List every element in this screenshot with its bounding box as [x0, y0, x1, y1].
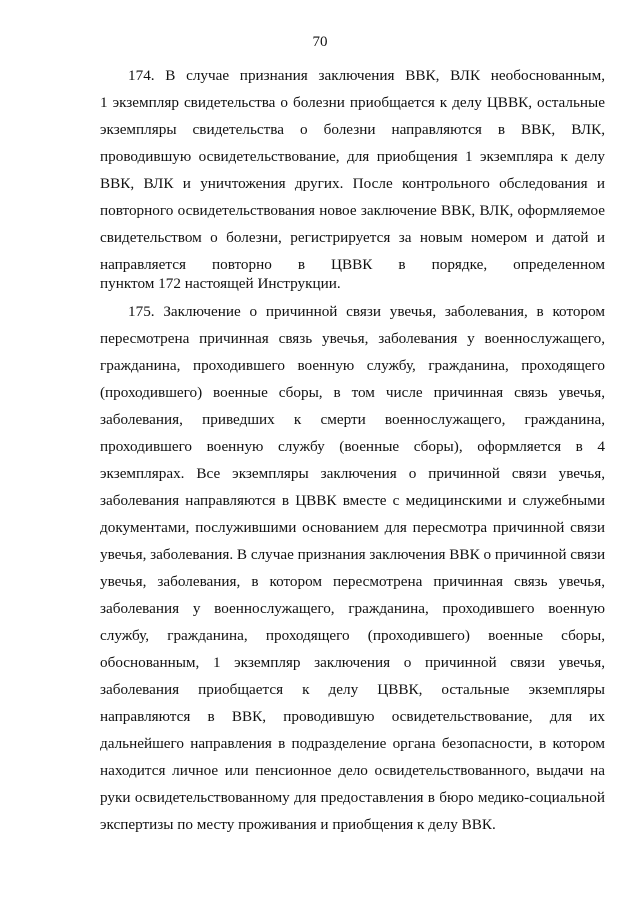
text-line: пересмотрена причинная связь увечья, заболевания у военнослужащего,: [100, 330, 605, 347]
text-line: направляются в ВВК, проводившую освидетельствование, для их: [100, 708, 605, 725]
text-line: ВВК, ВЛК и уничтожения других. После контрольного обследования и: [100, 175, 605, 192]
page-number: 70: [312, 34, 328, 50]
text-line: увечья, заболевания. В случае признания заключения ВВК о причинной связи: [100, 546, 606, 563]
text-line: (проходившего) военные сборы, в том числе причинная связь увечья,: [100, 384, 605, 401]
text-line: проводившую освидетельствование, для приобщения 1 экземпляра к делу: [100, 148, 605, 165]
text-line: службу, гражданина, проходящего (проходившего) военные сборы,: [100, 627, 605, 644]
text-line: экземплярах. Все экземпляры заключения о причинной связи увечья,: [100, 465, 605, 482]
text-line: гражданина, проходившего военную службу, гражданина, проходящего: [100, 357, 605, 374]
text-line: направляется повторно в ЦВВК в порядке, определенном: [100, 256, 605, 273]
text-line: дальнейшего направления в подразделение органа безопасности, в котором: [100, 735, 605, 752]
text-line: повторного освидетельствования новое заключение ВВК, ВЛК, оформляемое: [100, 202, 605, 219]
text-line: документами, послужившими основанием для пересмотра причинной связи: [100, 519, 605, 536]
text-line: заболевания у военнослужащего, гражданина, проходившего военную: [100, 600, 605, 617]
text-line: заболевания приобщается к делу ЦВВК, остальные экземпляры: [100, 681, 605, 698]
text-line: пунктом 172 настоящей Инструкции.: [100, 275, 341, 292]
text-line: экспертизы по месту проживания и приобщения к делу ВВК.: [100, 816, 496, 833]
text-line: свидетельством о болезни, регистрируется за новым номером и датой и: [100, 229, 605, 246]
text-line: экземпляры свидетельства о болезни направляются в ВВК, ВЛК,: [100, 121, 605, 138]
text-line: обоснованным, 1 экземпляр заключения о причинной связи увечья,: [100, 654, 605, 671]
text-line: 175. Заключение о причинной связи увечья, заболевания, в котором: [128, 303, 605, 320]
text-line: находится личное или пенсионное дело освидетельствованного, выдачи на: [100, 762, 605, 779]
text-line: проходившего военную службу (военные сборы), оформляется в 4: [100, 438, 605, 455]
text-line: 174. В случае признания заключения ВВК, ВЛК необоснованным,: [128, 67, 605, 84]
text-line: заболевания, приведших к смерти военнослужащего, гражданина,: [100, 411, 605, 428]
text-line: увечья, заболевания, в котором пересмотрена причинная связь увечья,: [100, 573, 605, 590]
text-line: 1 экземпляр свидетельства о болезни приобщается к делу ЦВВК, остальные: [100, 94, 605, 111]
text-line: заболевания направляются в ЦВВК вместе с медицинскими и служебными: [100, 492, 605, 509]
text-line: руки освидетельствованному для предоставления в бюро медико-социальной: [100, 789, 605, 806]
